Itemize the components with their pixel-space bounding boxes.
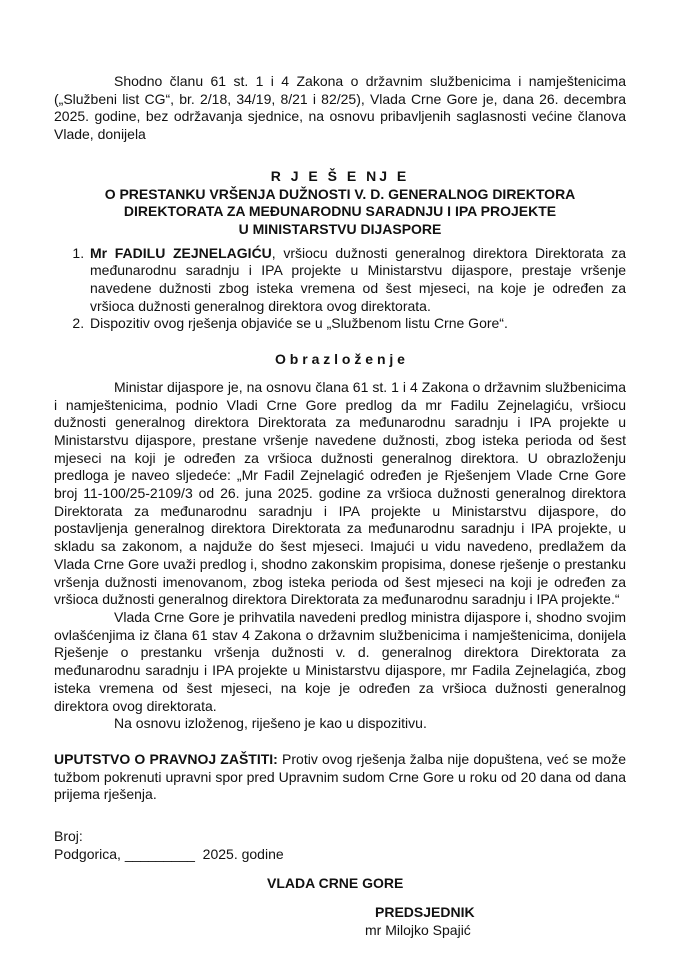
name-bold: Mr FADILU ZEJNELAGIĆU [90, 244, 272, 261]
intro-paragraph: Shodno članu 61 st. 1 i 4 Zakona o državnim službenicima i namještenicima („Službeni list CG“, br. 2/18, 34/19, 8/21 i 82/25), Vlada Crne Gore je, dana 26. decembra 2025. godine, bez održavanja sjednice, na osnovu pribavljenih saglasnosti većine članova Vlade, donijela [54, 73, 626, 143]
document-title: R J E Š E NJ E [270, 167, 410, 184]
subtitle-line: DIREKTORATA ZA MEĐUNARODNU SARADNJU I IPA PROJEKTE [123, 203, 557, 220]
decision-list [54, 245, 626, 334]
item-text: , vršiocu dužnosti generalnog direktora Direktorata za međunarodnu saradnju i IPA projekte u Ministarstvu dijaspore, prestaje vršenje navedene dužnosti zbog isteka vremena od šest mjeseci, na koje je određen za vršioca dužnosti generalnog direktora ovog direktorata. [90, 244, 626, 314]
subtitle-line: U MINISTARSTVU DIJASPORE [238, 220, 442, 237]
signatory-title: PREDSJEDNIK [375, 904, 475, 921]
place-date: Podgorica, _________ 2025. godine [54, 845, 284, 862]
signatory-name: mr Milojko Spajić [365, 921, 471, 938]
list-item [88, 245, 626, 316]
list-item [88, 315, 626, 333]
legal-text: Protiv ovog rješenja žalba nije dopuštena, već se može tužbom pokrenuti upravni spor pred Upravnim sudom Crne Gore u roku od 20 dana od dana prijema rješenja. [54, 750, 627, 803]
document-page [54, 73, 626, 940]
explanation-title: O b r a z l o ž e n j e [275, 351, 405, 368]
legal-label: UPUTSTVO O PRAVNOJ ZAŠTITI: [54, 750, 278, 767]
legal-remedy [54, 751, 626, 804]
number-label: Broj: [54, 828, 83, 845]
item-text: Dispozitiv ovog rješenja objaviće se u „Službenom listu Crne Gore“. [90, 315, 508, 332]
government-name: VLADA CRNE GORE [267, 875, 404, 892]
explanation-paragraph: Ministar dijaspore je, na osnovu člana 61 st. 1 i 4 Zakona o državnim službenicima i namještenicima, podnio Vladi Crne Gore predlog da mr Fadilu Zejnelagiću, vršiocu dužnosti generalnog direktora Direktorata za međunarodnu saradnju i IPA projekte u Ministarstvu dijaspore, prestane vršenje navedene dužnosti, zbog isteka perioda od šest mjeseci na koji je određen za vršioca dužnosti generalnog direktora. U obrazloženju predloga je naveo sljedeće: „Mr Fadil Zejnelagić određen je Rješenjem Vlade Crne Gore broj 11-100/25-2109/3 od 26. juna 2025. godine za vršioca dužnosti generalnog direktora Direktorata za međunarodnu saradnju i IPA projekte u Ministarstvu dijaspore, do postavljenja generalnog direktora Direktorata za međunarodnu saradnju i IPA projekte, u skladu sa zakonom, a najduže do šest mjeseci. Imajući u vidu navedeno, predlažem da Vlada Crne Gore uvaži predlog i, shodno zakonskim propisima, donese rješenje o prestanku vršenja dužnosti imenovanom, zbog isteka perioda od šest mjeseci na koji je određen za vršioca dužnosti generalnog direktora Direktorata za međunarodnu saradnju i IPA projekte.“ [54, 378, 626, 608]
subtitle-line: O PRESTANKU VRŠENJA DUŽNOSTI V. D. GENERALNOG DIREKTORA [104, 185, 576, 202]
explanation-paragraph: Vlada Crne Gore je prihvatila navedeni predlog ministra dijaspore i, shodno svojim ovlašćenjima iz člana 61 stav 4 Zakona o državnim službenicima i namještenicima, donijela Rješenje o prestanku vršenja dužnosti v. d. generalnog direktora Direktorata za međunarodnu saradnju i IPA projekte u Ministarstvu dijaspore, mr Fadila Zejnelagića, zbog isteka vremena od šest mjeseci, na koje je određen za vršioca dužnosti generalnog direktora ovog direktorata. [54, 608, 626, 714]
explanation-paragraph: Na osnovu izloženog, riješeno je kao u dispozitivu. [114, 715, 427, 732]
